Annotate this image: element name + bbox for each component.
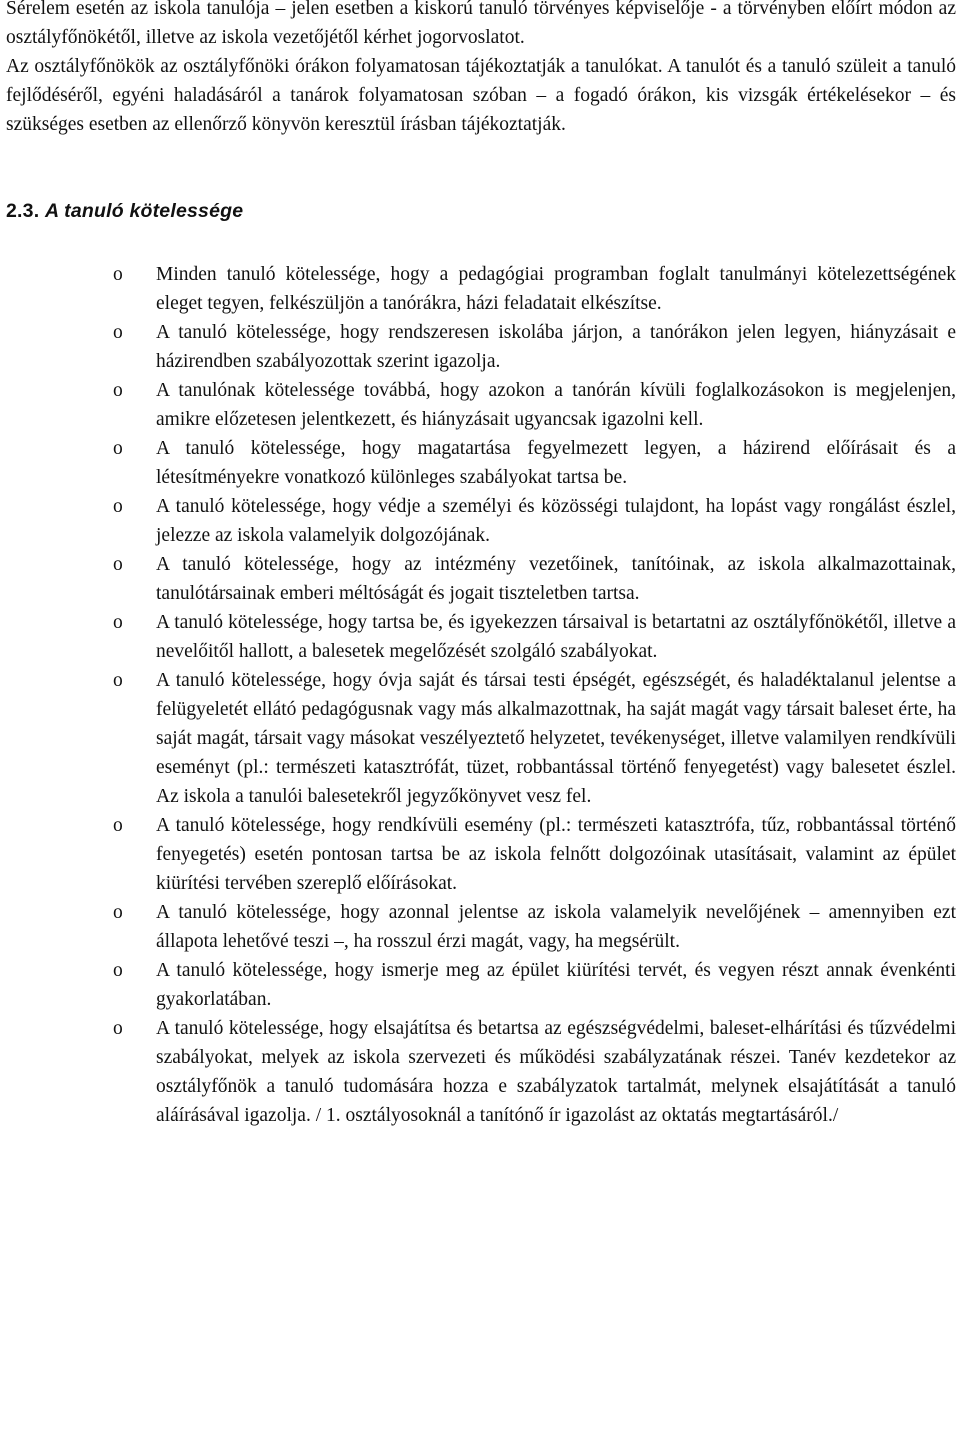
duty-text: A tanuló kötelessége, hogy óvja saját és társai testi épségét, egészségét, és haladéktalanul jelentse a felügyeletét ellátó pedagógusnak vagy más alkalmazottnak, ha saját magát vagy társait baleset érte, ha saját magát, társait vagy másokat veszélyeztető helyzetet, tevékenységet, illetve valamilyen rendkívüli eseményt (pl.: természeti katasztrófát, tüzet, robbantással történő fenyegetést) vagy balesetet észlel. Az iskola a tanulói balesetekről jegyzőkönyvet vesz fel. xyxy=(156,670,956,807)
duty-item xyxy=(6,608,956,666)
duty-item xyxy=(6,318,956,376)
duty-text: A tanuló kötelessége, hogy az intézmény vezetőinek, tanítóinak, az iskola alkalmazottainak, tanulótársainak emberi méltóságát és jogait tiszteletben tartsa. xyxy=(156,554,956,604)
duty-text: Minden tanuló kötelessége, hogy a pedagógiai programban foglalt tanulmányi kötelezettségének eleget tegyen, felkészüljön a tanórákra, házi feladatait elkészítse. xyxy=(156,264,956,314)
list-bullet: o xyxy=(113,960,123,981)
duty-text: A tanuló kötelessége, hogy rendszeresen iskolába járjon, a tanórákon jelen legyen, hiányzásait e házirendben szabályozottak szerint igazolja. xyxy=(156,322,956,372)
list-bullet: o xyxy=(113,1018,123,1039)
list-bullet: o xyxy=(113,380,123,401)
list-bullet: o xyxy=(113,612,123,633)
duty-item xyxy=(6,811,956,898)
list-bullet: o xyxy=(113,815,123,836)
duty-item xyxy=(6,550,956,608)
duty-text: A tanuló kötelessége, hogy védje a személyi és közösségi tulajdont, ha lopást vagy rongálást észlel, jelezze az iskola valamelyik dolgozójának. xyxy=(156,496,956,546)
list-bullet: o xyxy=(113,670,123,691)
list-bullet: o xyxy=(113,322,123,343)
section-title: A tanuló kötelessége xyxy=(44,200,244,222)
duty-text: A tanulónak kötelessége továbbá, hogy azokon a tanórán kívüli foglalkozásokon is megjelenjen, amikre előzetesen jelentkezett, és hiányzásait ugyancsak igazolni kell. xyxy=(156,380,956,430)
duty-text: A tanuló kötelessége, hogy rendkívüli esemény (pl.: természeti katasztrófa, tűz, robbantással történő fenyegetés) esetén pontosan tartsa be az iskola felnőtt dolgozóinak utasításait, valamint az épület kiürítési tervében szereplő előírásokat. xyxy=(156,815,956,894)
duty-text: A tanuló kötelessége, hogy magatartása fegyelmezett legyen, a házirend előírásait és a létesítményekre vonatkozó különleges szabályokat tartsa be. xyxy=(156,438,956,488)
list-bullet: o xyxy=(113,496,123,517)
list-bullet: o xyxy=(113,554,123,575)
duty-item xyxy=(6,492,956,550)
duty-item xyxy=(6,1014,956,1130)
section-heading xyxy=(6,139,956,260)
duty-text: A tanuló kötelessége, hogy ismerje meg az épület kiürítési tervét, és vegyen részt annak évenkénti gyakorlatában. xyxy=(156,960,956,1010)
section-number: 2.3. xyxy=(6,200,40,222)
duty-item xyxy=(6,260,956,318)
list-bullet: o xyxy=(113,438,123,459)
list-bullet: o xyxy=(113,264,123,285)
duty-item xyxy=(6,376,956,434)
list-bullet: o xyxy=(113,902,123,923)
duty-item xyxy=(6,956,956,1014)
duty-text: A tanuló kötelessége, hogy elsajátítsa és betartsa az egészségvédelmi, baleset-elhárítási és tűzvédelmi szabályokat, melyek az iskola szervezeti és működési szabályzatának részei. Tanév kezdetekor az osztályfőnök a tanuló tudomására hozza e szabályzatok tartalmát, melynek elsajátítását a tanuló aláírásával igazolja. / 1. osztályosoknál a tanítónő ír igazolást az oktatás megtartásáról./ xyxy=(156,1018,956,1126)
intro-paragraph: Az osztályfőnökök az osztályfőnöki órákon folyamatosan tájékoztatják a tanulókat. A tanulót és a tanuló szüleit a tanuló fejlődéséről, egyéni haladásáról a tanárok folyamatosan szóban – a fogadó órákon, kis vizsgák értékelésekor – és szükséges esetben az ellenőrző könyvön keresztül írásban tájékoztatják. xyxy=(6,56,956,135)
duty-item xyxy=(6,434,956,492)
duty-item xyxy=(6,898,956,956)
duties-list xyxy=(6,260,956,1130)
duty-text: A tanuló kötelessége, hogy azonnal jelentse az iskola valamelyik nevelőjének – amennyiben ezt állapota lehetővé teszi –, ha rosszul érzi magát, vagy, ha megsérült. xyxy=(156,902,956,952)
duty-item xyxy=(6,666,956,811)
intro-paragraph: Sérelem esetén az iskola tanulója – jelen esetben a kiskorú tanuló törvényes képviselője - a törvényben előírt módon az osztályfőnökétől, illetve az iskola vezetőjétől kérhet jogorvoslatot. xyxy=(6,0,956,48)
duty-text: A tanuló kötelessége, hogy tartsa be, és igyekezzen társaival is betartatni az osztályfőnökétől, illetve a nevelőitől hallott, a balesetek megelőzését szolgáló szabályokat. xyxy=(156,612,956,662)
